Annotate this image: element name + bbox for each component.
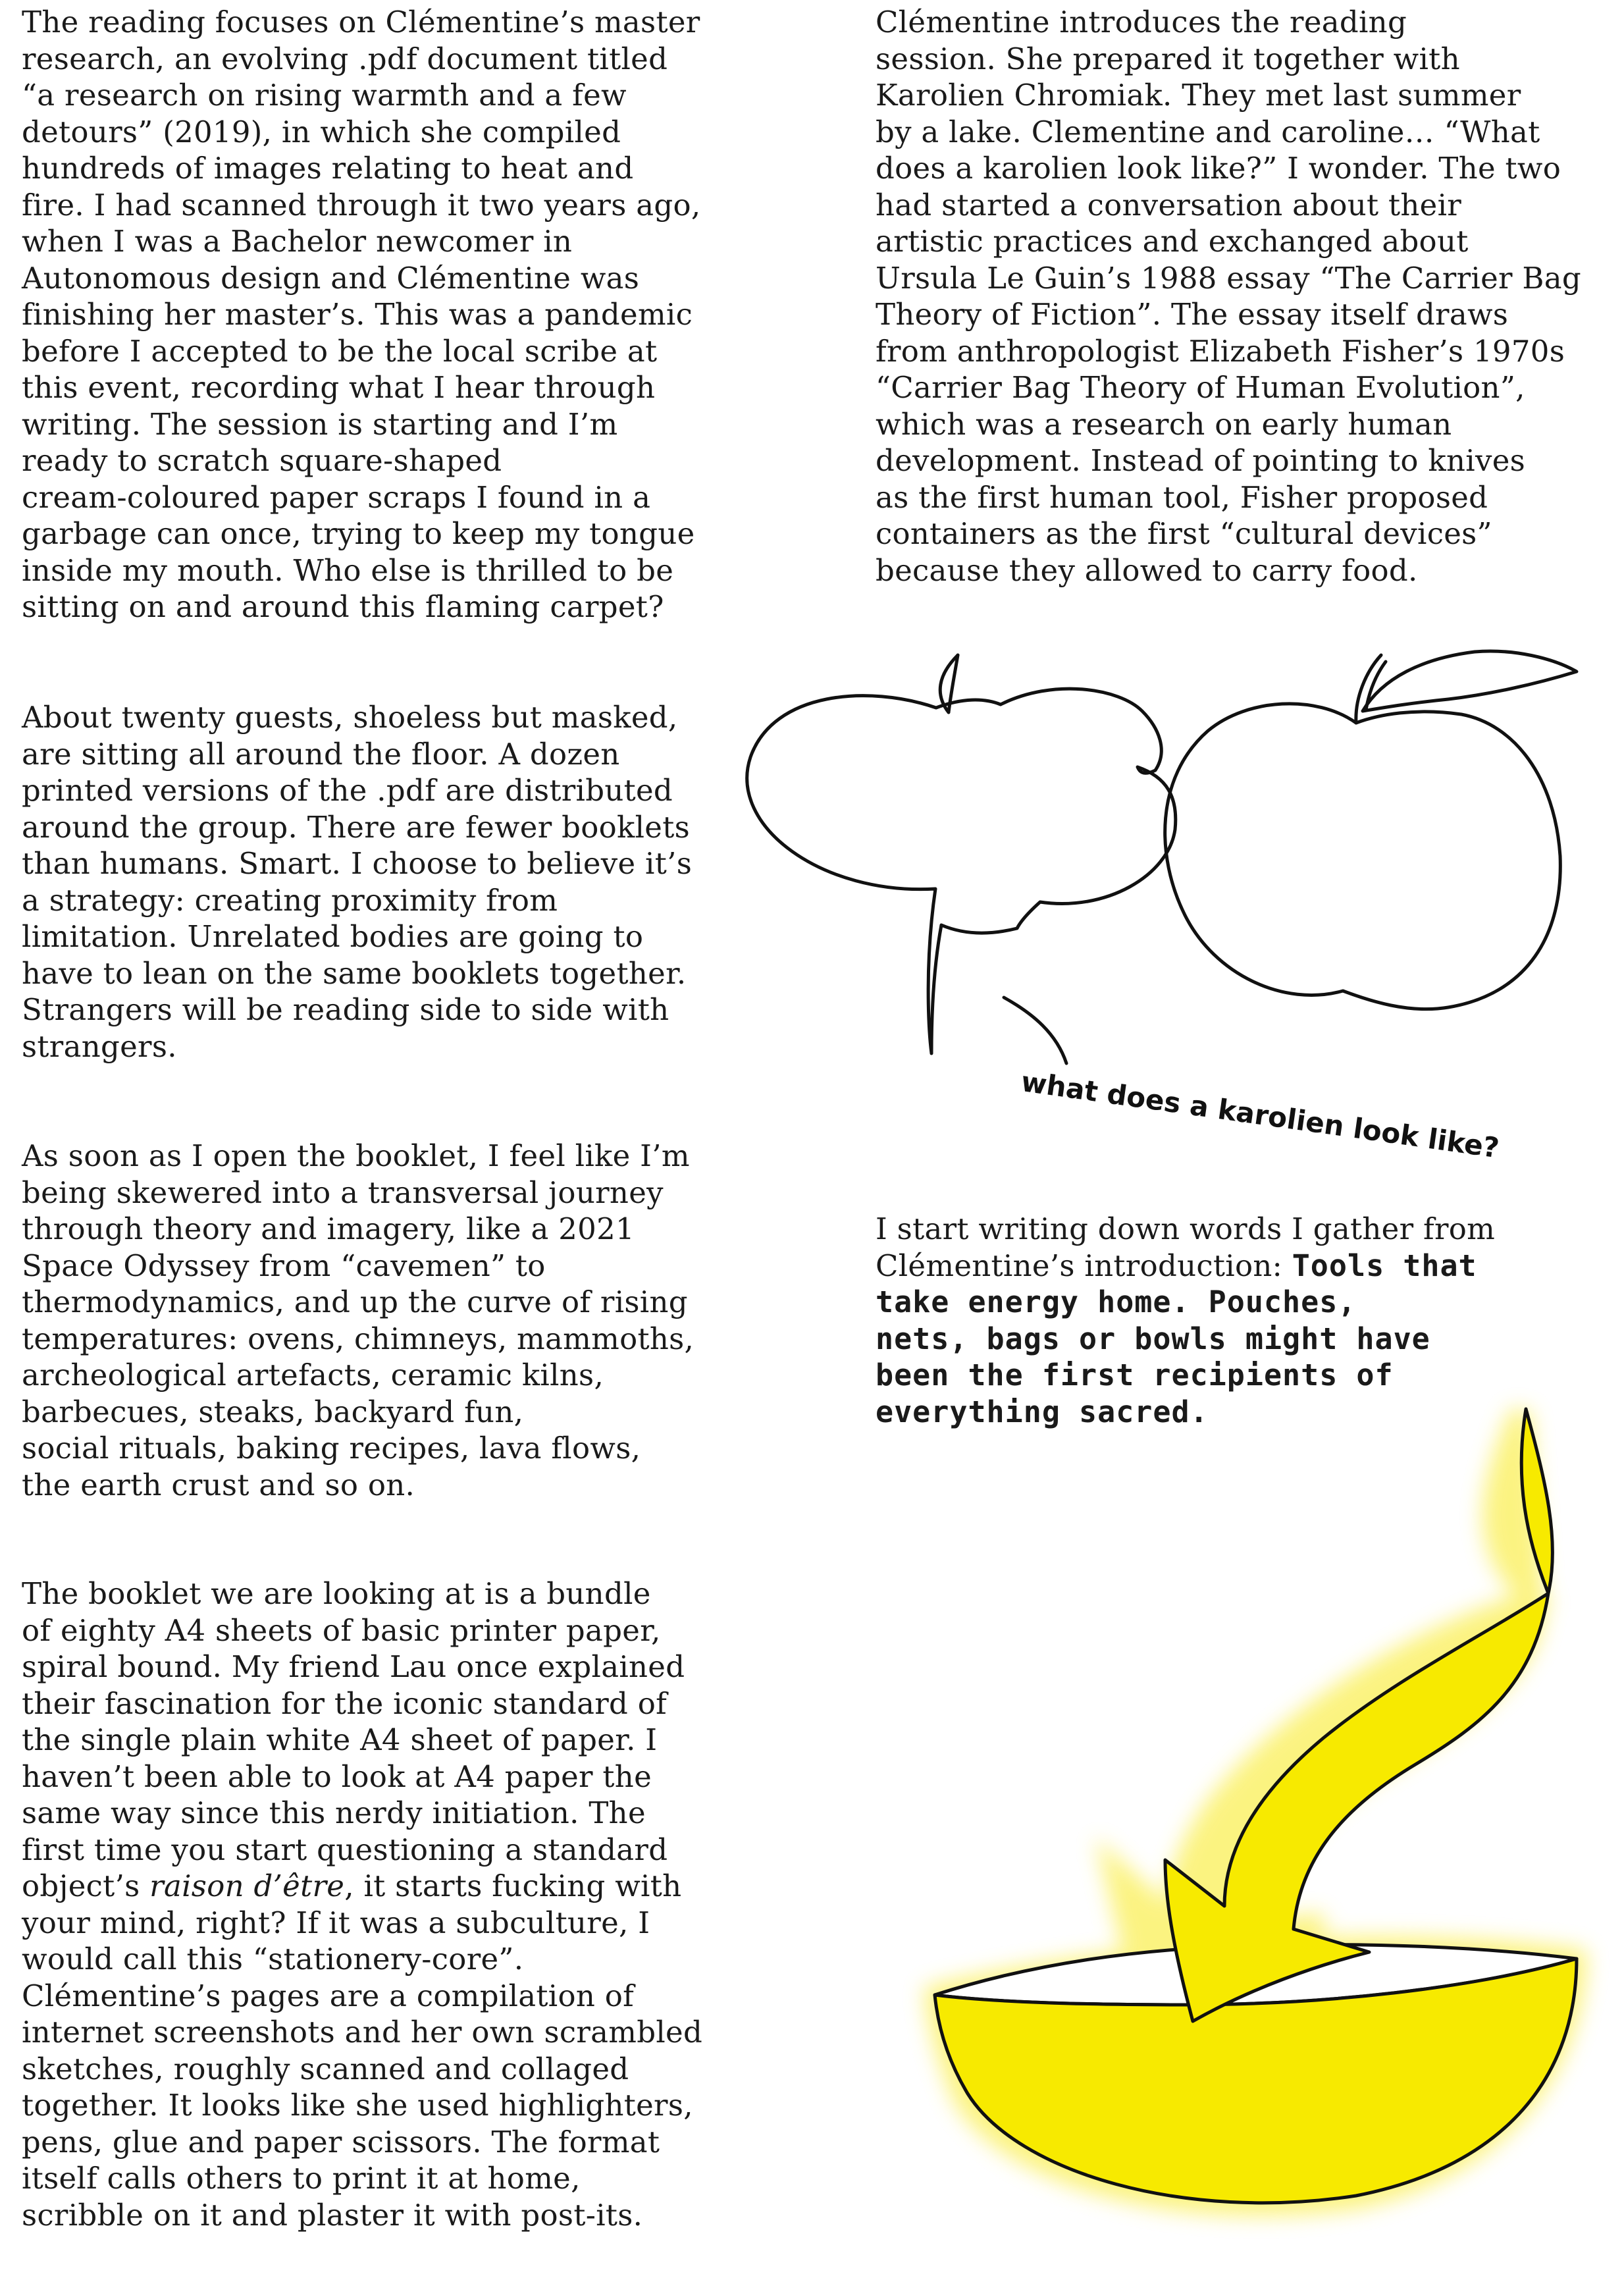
paragraph-introduction: Clémentine introduces the reading session. She prepared it together with Karolien Chromiak. They met last summer by a lake. Clementine and caroline… “What does a karolien look like?” I wonder. The two had started a conversation about their artistic practices and exchanged about Ursula Le Guin’s 1988 essay “The Carrier Bag Theory of Fiction”. The essay itself draws from anthropologist Elizabeth Fisher’s 1970s “Carrier Bag Theory of Human Evolution”, which was a research on early human development. Instead of pointing to knives as the first human tool, Fisher proposed containers as the first “cultural devices” because they allowed to carry food. bbox=[876, 5, 1582, 588]
gathered-words-intro: I start writing down words I gather from Clémentine’s introduction: bbox=[876, 1211, 1496, 1283]
paragraph-guests: About twenty guests, shoeless but masked, are sitting all around the floor. A dozen printed versions of the .pdf are distributed around the group. There are fewer booklets than humans. Smart. I choose to believe it’s a strategy: creating proximity from limitation. Unrelated bodies are going to have to lean on the same booklets together. Strangers will be reading side to side with strangers. bbox=[22, 700, 693, 1064]
cloud-leaf-shape-icon bbox=[747, 655, 1176, 1063]
paragraph-a4-part2: , it starts fucking with your mind, right? If it was a subculture, I would call this “stationery-core”. Clémentine’s pages are a compilation of internet screenshots and her own scrambled sketches, roughly scanned and collaged together. It looks like she used highlighters, pens, glue and paper scissors. The format itself calls others to print it at home, scribble on it and plaster it with post-its. bbox=[22, 1869, 703, 2233]
apple-shape-icon bbox=[1165, 651, 1577, 1009]
paragraph-a4-part1: The booklet we are looking at is a bundle of eighty A4 sheets of basic printer paper, spiral bound. My friend Lau once explained their fascination for the iconic standard of the single plain white A4 sheet of paper. I haven’t been able to look at A4 paper the same way since this nerdy initiation. The first time you start questioning a standard object’s bbox=[22, 1576, 685, 1903]
paragraph-reading-focus: The reading focuses on Clémentine’s master research, an evolving .pdf document titled “a research on rising warmth and a few detours” (2019), in which she compiled hundreds of images relating to heat and fire. I had scanned through it two years ago, when I was a Bachelor newcomer in Autonomous design and Clémentine was finishing her master’s. This was a pandemic before I accepted to be the local scribe at this event, recording what I hear through writing. The session is starting and I’m ready to scratch square-shaped cream-coloured paper scraps I found in a garbage can once, trying to keep my tongue inside my mouth. Who else is thrilled to be sitting on and around this flaming carpet? bbox=[22, 5, 701, 624]
karolien-caption: what does a karolien look like? bbox=[1019, 1065, 1502, 1165]
italic-raison-detre: raison d’être bbox=[149, 1869, 345, 1903]
paragraph-booklet-journey: As soon as I open the booklet, I feel like I’m being skewered into a transversal journey through theory and imagery, like a 2021 Space Odyssey from “cavemen” to thermodynamics, and up the curve of rising temperatures: ovens, chimneys, mammoths, archeological artefacts, ceramic kilns, barbecues, steaks, backyard fun, social rituals, baking recipes, lava flows, the earth crust and so on. bbox=[22, 1138, 694, 1502]
gathered-words-mono: Tools that take energy home. Pouches, nets, bags or bowls might have been the first recipients of everything sacred. bbox=[876, 1248, 1477, 1429]
